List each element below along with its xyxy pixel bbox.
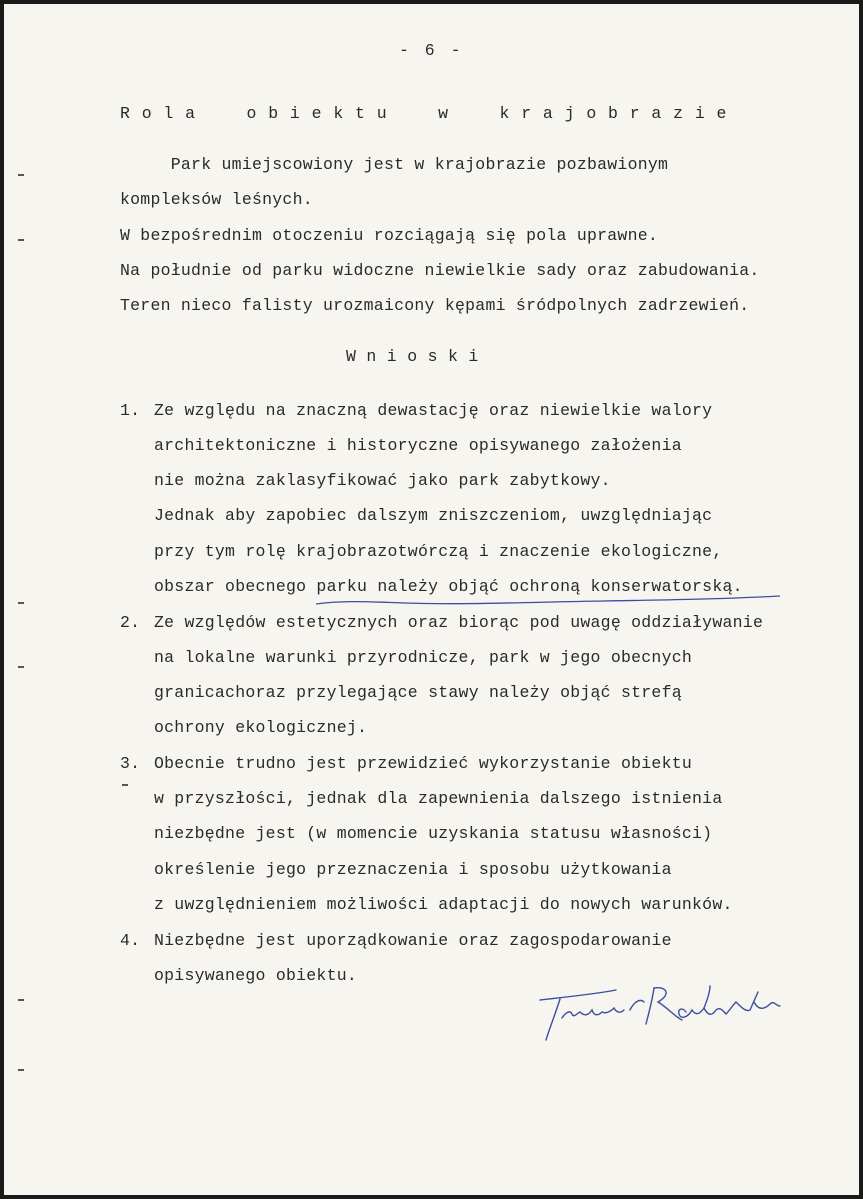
item-line: niezbędne jest (w momencie uzyskania statusu własności) bbox=[154, 824, 713, 843]
signature bbox=[536, 972, 806, 1052]
item-number: 1. bbox=[120, 401, 141, 420]
section-title: Rola obiektu w krajobrazie bbox=[120, 104, 739, 123]
item-line: architektoniczne i historyczne opisywanego założenia bbox=[154, 436, 682, 455]
margin-mark bbox=[18, 239, 24, 241]
item-line: w przyszłości, jednak dla zapewnienia dalszego istnienia bbox=[154, 789, 723, 808]
margin-mark bbox=[18, 174, 24, 176]
intro-line: Na południe od parku widoczne niewielkie sady oraz zabudowania. bbox=[120, 261, 760, 280]
document-page bbox=[4, 4, 859, 1195]
item-line: Jednak aby zapobiec dalszym zniszczeniom, uwzględniając bbox=[154, 506, 713, 525]
margin-mark bbox=[18, 1069, 24, 1071]
conclusions-title: Wnioski bbox=[346, 347, 489, 366]
intro-line: W bezpośrednim otoczeniu rozciągają się pola uprawne. bbox=[120, 226, 659, 245]
item-number: 4. bbox=[120, 931, 141, 950]
item-line: na lokalne warunki przyrodnicze, park w jego obecnych bbox=[154, 648, 693, 667]
item-line: Niezbędne jest uporządkowanie oraz zagospodarowanie bbox=[154, 931, 672, 950]
item-line: opisywanego obiektu. bbox=[154, 966, 358, 985]
page-number: - 6 - bbox=[399, 41, 464, 60]
item-line: Ze względów estetycznych oraz biorąc pod uwagę oddziaływanie bbox=[154, 613, 764, 632]
intro-line: Teren nieco falisty urozmaicony kępami śródpolnych zadrzewień. bbox=[120, 296, 750, 315]
item-line: nie można zaklasyfikować jako park zabytkowy. bbox=[154, 471, 611, 490]
margin-mark bbox=[18, 999, 24, 1001]
margin-mark bbox=[18, 666, 24, 668]
item-line: ochrony ekologicznej. bbox=[154, 718, 368, 737]
item-line: Obecnie trudno jest przewidzieć wykorzystanie obiektu bbox=[154, 754, 693, 773]
margin-mark bbox=[122, 784, 128, 786]
item-number: 2. bbox=[120, 613, 141, 632]
item-line: obszar obecnego parku należy objąć ochroną konserwatorską. bbox=[154, 577, 743, 596]
margin-mark bbox=[18, 602, 24, 604]
item-line: przy tym rolę krajobrazotwórczą i znaczenie ekologiczne, bbox=[154, 542, 723, 561]
item-line: określenie jego przeznaczenia i sposobu użytkowania bbox=[154, 860, 672, 879]
item-line: granicachoraz przylegające stawy należy objąć strefą bbox=[154, 683, 682, 702]
item-line: z uwzględnieniem możliwości adaptacji do nowych warunków. bbox=[154, 895, 733, 914]
item-number: 3. bbox=[120, 754, 141, 773]
item-line: Ze względu na znaczną dewastację oraz niewielkie walory bbox=[154, 401, 713, 420]
intro-line: kompleksów leśnych. bbox=[120, 190, 313, 209]
pen-underline bbox=[314, 592, 784, 610]
intro-line: Park umiejscowiony jest w krajobrazie pozbawionym bbox=[120, 155, 669, 174]
